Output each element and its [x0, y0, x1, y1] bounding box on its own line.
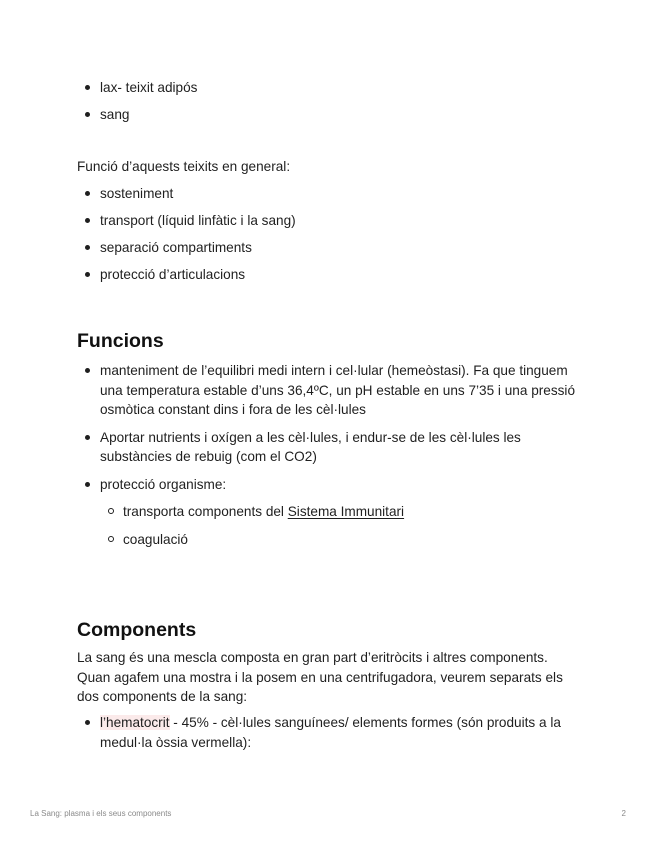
hematocrit-highlight: l’hematocrit: [100, 715, 170, 730]
text-line: manteniment de l’equilibri medi intern i cel·lular (hemeòstasi). Fa que tinguem: [100, 363, 568, 378]
text-line: La sang és una mescla composta en gran part d’eritròcits i altres components.: [77, 650, 548, 665]
list-item: [100, 713, 600, 752]
intro-list: [100, 78, 197, 125]
text-line: dos components de la sang:: [77, 689, 248, 704]
components-list: [100, 713, 600, 752]
text-line: Quan agafem una mostra i la posem en una centrifugadora, veurem separats els: [77, 669, 563, 685]
section-title-funcions: Funcions: [77, 330, 164, 352]
list-item: protecció d’articulacions: [100, 265, 296, 285]
general-functions-list: [100, 184, 296, 285]
list-item: [100, 361, 600, 420]
funcions-list: [100, 361, 600, 549]
components-paragraph: [77, 648, 597, 707]
list-item: sosteniment: [100, 184, 296, 204]
list-item: transport (líquid linfàtic i la sang): [100, 211, 296, 231]
footer-page-number: 2: [621, 809, 626, 818]
sub-item-text: transporta components del: [123, 504, 288, 519]
section-title-components: Components: [77, 619, 197, 641]
list-item: separació compartiments: [100, 238, 296, 258]
text-line: medul·la òssia vermella):: [100, 734, 252, 750]
text-line: osmòtica constant dins i fora de les cèl·lules: [100, 402, 366, 417]
general-functions-heading: Funció d’aquests teixits en general:: [77, 159, 291, 174]
sub-list-item: coagulació: [123, 530, 600, 550]
list-item: [100, 428, 600, 467]
sistema-immunitari-link[interactable]: Sistema Immunitari: [287, 504, 405, 519]
list-item: [100, 475, 600, 550]
text-line: protecció organisme:: [100, 476, 227, 492]
sub-list-item: [123, 502, 600, 522]
footer-title: La Sang: plasma i els seus components: [30, 809, 172, 818]
text-line: [100, 713, 600, 733]
list-item: lax- teixit adipós: [100, 78, 197, 98]
sub-list: [123, 502, 600, 549]
text-line: substàncies de rebuig (com el CO2): [100, 449, 317, 464]
text-line: Aportar nutrients i oxígen a les cèl·lules, i endur-se de les cèl·lules les: [100, 429, 521, 445]
list-item: sang: [100, 105, 197, 125]
item-text: - 45% - cèl·lules sanguínees/ elements formes (són produits a la: [169, 715, 561, 730]
text-line: una temperatura estable d’uns 36,4ºC, un pH estable en uns 7’35 i una pressió: [100, 382, 576, 398]
